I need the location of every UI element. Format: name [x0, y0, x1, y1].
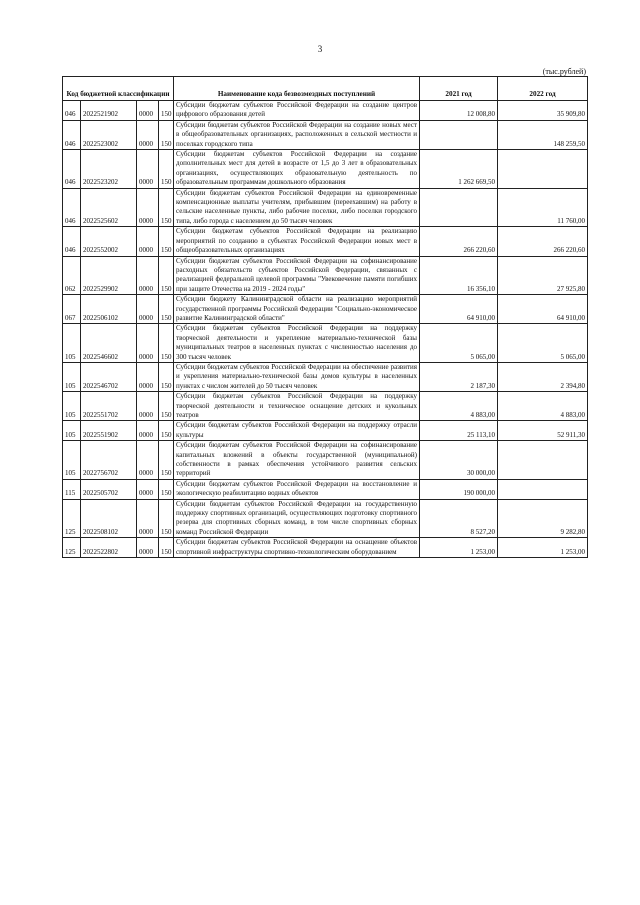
kind-code: 150 — [159, 392, 174, 421]
amount-2021: 266 220,60 — [420, 227, 498, 256]
kind-code: 150 — [159, 256, 174, 295]
table-header-row — [63, 77, 588, 101]
income-name: Субсидии бюджетам субъектов Российской Федерации на софинансирование капитальных вложений в объекты государственной (муниципальной) собственности в рамках обеспечения устойчивого развития сельских территорий — [174, 441, 420, 480]
subtype-code: 0000 — [137, 295, 159, 324]
page-number: 3 — [317, 44, 323, 54]
amount-2021: 30 000,00 — [420, 441, 498, 480]
amount-2022: 2 394,80 — [498, 362, 588, 391]
amount-2021 — [420, 188, 498, 227]
income-name: Субсидии бюджетам субъектов Российской Федерации на государственную поддержку спортивных организаций, осуществляющих подготовку спортивного резерва для спортивных сборных команд, в том числе спортивных сборных команд Российской Федерации — [174, 499, 420, 538]
amount-2022: 5 065,00 — [498, 324, 588, 363]
subtype-code: 0000 — [137, 441, 159, 480]
amount-2021: 1 253,00 — [420, 538, 498, 558]
subtype-code: 0000 — [137, 150, 159, 189]
kind-code: 150 — [159, 120, 174, 149]
income-code: 2022529902 — [81, 256, 137, 295]
amount-2022: 64 910,00 — [498, 295, 588, 324]
amount-2021: 16 356,10 — [420, 256, 498, 295]
admin-code: 125 — [63, 499, 81, 538]
table-row — [63, 188, 588, 227]
admin-code: 046 — [63, 150, 81, 189]
income-name: Субсидии бюджетам субъектов Российской Федерации на поддержку отрасли культуры — [174, 421, 420, 441]
admin-code: 046 — [63, 101, 81, 121]
admin-code: 125 — [63, 538, 81, 558]
kind-code: 150 — [159, 150, 174, 189]
kind-code: 150 — [159, 421, 174, 441]
subtype-code: 0000 — [137, 227, 159, 256]
amount-2021: 25 113,10 — [420, 421, 498, 441]
income-code: 2022523002 — [81, 120, 137, 149]
subtype-code: 0000 — [137, 188, 159, 227]
table-row — [63, 227, 588, 256]
amount-2022: 35 909,80 — [498, 101, 588, 121]
income-name: Субсидии бюджетам субъектов Российской Федерации на единовременные компенсационные выплаты учителям, прибывшим (переехавшим) на работу в сельские населенные пункты, либо рабочие поселки, либо поселки городского типа, либо города с населением до 50 тысяч человек — [174, 188, 420, 227]
table-row — [63, 392, 588, 421]
amount-2021: 2 187,30 — [420, 362, 498, 391]
units-label: (тыс.рублей) — [542, 67, 586, 76]
amount-2021: 8 527,20 — [420, 499, 498, 538]
income-code: 2022756702 — [81, 441, 137, 480]
admin-code: 046 — [63, 120, 81, 149]
income-code: 2022508102 — [81, 499, 137, 538]
admin-code: 046 — [63, 227, 81, 256]
income-code: 2022551902 — [81, 421, 137, 441]
subtype-code: 0000 — [137, 101, 159, 121]
header-2022: 2022 год — [498, 77, 588, 101]
income-name: Субсидии бюджетам субъектов Российской Федерации на создание дополнительных мест для детей в возрасте от 1,5 до 3 лет в образовательных организациях, осуществляющих образовательную деятельность по образовательным программам дошкольного образования — [174, 150, 420, 189]
subtype-code: 0000 — [137, 256, 159, 295]
income-name: Субсидии бюджетам субъектов Российской Федерации на софинансирование расходных обязательств субъектов Российской Федерации, связанных с реализацией федеральной целевой программы "Увековечение памяти погибших при защите Отечества на 2019 - 2024 годы" — [174, 256, 420, 295]
income-name: Субсидии бюджетам субъектов Российской Федерации на создание центров цифрового образования детей — [174, 101, 420, 121]
amount-2021: 12 008,80 — [420, 101, 498, 121]
income-name: Субсидии бюджетам субъектов Российской Федерации на оснащение объектов спортивной инфраструктуры спортивно-технологическим оборудованием — [174, 538, 420, 558]
kind-code: 150 — [159, 479, 174, 499]
amount-2022 — [498, 441, 588, 480]
income-code: 2022521902 — [81, 101, 137, 121]
kind-code: 150 — [159, 188, 174, 227]
subtype-code: 0000 — [137, 362, 159, 391]
table-row — [63, 120, 588, 149]
table-row — [63, 150, 588, 189]
kind-code: 150 — [159, 362, 174, 391]
subtype-code: 0000 — [137, 479, 159, 499]
admin-code: 105 — [63, 324, 81, 363]
amount-2021: 1 262 669,50 — [420, 150, 498, 189]
income-code: 2022552002 — [81, 227, 137, 256]
table-row — [63, 479, 588, 499]
amount-2022: 266 220,60 — [498, 227, 588, 256]
amount-2022 — [498, 150, 588, 189]
amount-2022: 11 760,00 — [498, 188, 588, 227]
kind-code: 150 — [159, 295, 174, 324]
income-name: Субсидии бюджетам субъектов Российской Федерации на реализацию мероприятий по созданию в субъектах Российской Федерации новых мест в общеобразовательных организациях — [174, 227, 420, 256]
admin-code: 105 — [63, 392, 81, 421]
income-code: 2022546702 — [81, 362, 137, 391]
table-row — [63, 441, 588, 480]
income-code: 2022546602 — [81, 324, 137, 363]
subtype-code: 0000 — [137, 392, 159, 421]
income-code: 2022525602 — [81, 188, 137, 227]
income-code: 2022551702 — [81, 392, 137, 421]
kind-code: 150 — [159, 101, 174, 121]
amount-2022: 4 883,00 — [498, 392, 588, 421]
amount-2022: 1 253,00 — [498, 538, 588, 558]
income-code: 2022506102 — [81, 295, 137, 324]
amount-2022: 27 925,80 — [498, 256, 588, 295]
admin-code: 105 — [63, 441, 81, 480]
kind-code: 150 — [159, 441, 174, 480]
admin-code: 105 — [63, 362, 81, 391]
income-code: 2022523202 — [81, 150, 137, 189]
amount-2022: 9 282,80 — [498, 499, 588, 538]
kind-code: 150 — [159, 324, 174, 363]
header-2021: 2021 год — [420, 77, 498, 101]
amount-2022: 52 911,30 — [498, 421, 588, 441]
subtype-code: 0000 — [137, 120, 159, 149]
income-name: Субсидии бюджетам субъектов Российской Федерации на поддержку творческой деятельности и укрепление материально-технической базы муниципальных театров в населенных пунктах с численностью населения до 300 тысяч человек — [174, 324, 420, 363]
amount-2021 — [420, 120, 498, 149]
admin-code: 062 — [63, 256, 81, 295]
income-code: 2022522802 — [81, 538, 137, 558]
kind-code: 150 — [159, 227, 174, 256]
amount-2022: 148 259,50 — [498, 120, 588, 149]
header-code: Код бюджетной классификации — [63, 77, 174, 101]
subtype-code: 0000 — [137, 324, 159, 363]
income-name: Субсидии бюджетам субъектов Российской Федерации на обеспечение развития и укрепления материально-технической базы домов культуры в населенных пунктах с числом жителей до 50 тысяч человек — [174, 362, 420, 391]
amount-2021: 4 883,00 — [420, 392, 498, 421]
amount-2021: 190 000,00 — [420, 479, 498, 499]
income-name: Субсидии бюджетам субъектов Российской Федерации на создание новых мест в общеобразовательных организациях, расположенных в сельской местности и поселках городского типа — [174, 120, 420, 149]
admin-code: 115 — [63, 479, 81, 499]
amount-2021: 64 910,00 — [420, 295, 498, 324]
table-row — [63, 295, 588, 324]
kind-code: 150 — [159, 538, 174, 558]
kind-code: 150 — [159, 499, 174, 538]
admin-code: 067 — [63, 295, 81, 324]
header-name: Наименование кода безвозмездных поступлений — [174, 77, 420, 101]
subtype-code: 0000 — [137, 421, 159, 441]
table-row — [63, 538, 588, 558]
income-name: Субсидии бюджету Калининградской области на реализацию мероприятий государственной программы Российской Федерации "Социально-экономическое развитие Калининградской области" — [174, 295, 420, 324]
table-row — [63, 499, 588, 538]
budget-table — [62, 76, 588, 558]
table-row — [63, 256, 588, 295]
income-name: Субсидии бюджетам субъектов Российской Федерации на поддержку творческой деятельности и техническое оснащение детских и кукольных театров — [174, 392, 420, 421]
table-row — [63, 101, 588, 121]
admin-code: 105 — [63, 421, 81, 441]
table-row — [63, 324, 588, 363]
income-code: 2022505702 — [81, 479, 137, 499]
amount-2021: 5 065,00 — [420, 324, 498, 363]
subtype-code: 0000 — [137, 499, 159, 538]
table-row — [63, 362, 588, 391]
subtype-code: 0000 — [137, 538, 159, 558]
income-name: Субсидии бюджетам субъектов Российской Федерации на восстановление и экологическую реабилитацию водных объектов — [174, 479, 420, 499]
admin-code: 046 — [63, 188, 81, 227]
amount-2022 — [498, 479, 588, 499]
table-row — [63, 421, 588, 441]
